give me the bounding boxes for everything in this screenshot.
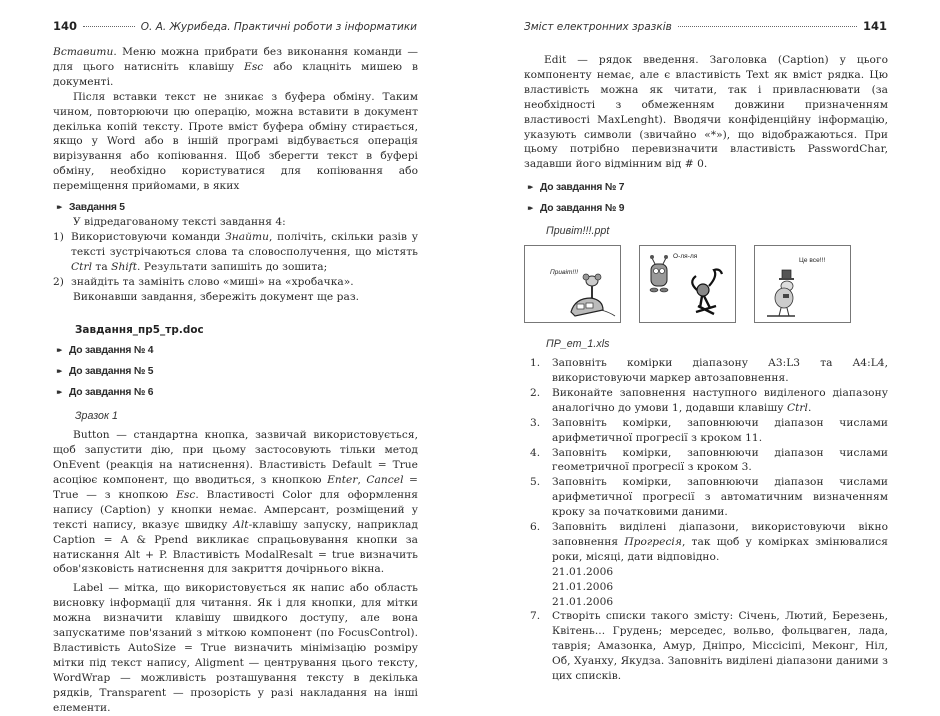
text: Створіть списки такого змісту: Січень, Лютий, Березень, Квітень... Грудень; мерседес, вольво, фольцваген, лада, таврія; Амазонка, Амур, Дніпро, Міссісіпі, Меконг, Ніл, Об, Хуанху, Якудза. Заповніть виділені діапазони даними з цих списків. bbox=[552, 610, 888, 683]
item-number: 2. bbox=[530, 386, 541, 399]
task-link[interactable] bbox=[57, 365, 418, 379]
paragraph bbox=[53, 45, 418, 90]
text: , bbox=[357, 474, 367, 487]
sample-label: Зразок 1 bbox=[75, 410, 118, 423]
double-arrow-icon: ▸▸ bbox=[57, 388, 61, 396]
right-page bbox=[470, 0, 940, 683]
paragraph: Після вставки текст не зникає з буфера обміну. Таким чином, повторюючи цю операцію, можна вставити в документ декілька копій тексту. Проте вміст буфера обміну стирається, якщо у Word або в іншій програмі відбувається операція вирізування або копіювання. Щоб зберегти текст в буфері обміну, необхідно користуватися для копіювання або переміщення прийомами, в яких bbox=[53, 90, 418, 193]
italic-term: Вставити bbox=[53, 46, 114, 58]
paragraph-edit: Edit — рядок введення. Заголовка (Caption) у цього компоненту немає, але є властивість Text як вміст рядка. Цю властивість можна як читати, так і привласнювати (за необхідності з обмеженням довжини призначенням властивості MaxLenght). Вводячи конфіденційну інформацію, указують символи (звичайно «*»), що відображаються. При цьому потрібно перевизначити властивість PasswordChar, задавши його відмінним від # 0. bbox=[524, 54, 888, 171]
item-number: 3. bbox=[530, 416, 541, 429]
key-name: Cancel bbox=[366, 474, 404, 487]
command-name: Знайти bbox=[225, 230, 269, 243]
exercise-list bbox=[524, 356, 888, 684]
cartoon-robot-image bbox=[640, 246, 735, 322]
header-leader-dots bbox=[678, 26, 857, 27]
list-item bbox=[524, 446, 888, 476]
task-outro: Виконавши завдання, збережіть документ ще раз. bbox=[73, 290, 360, 303]
text: Заповніть комірки діапазону A3:L3 та A4:L4, використовуючи маркер автозаповнення. bbox=[552, 357, 888, 384]
task-link[interactable] bbox=[57, 344, 418, 358]
paragraph-label: Label — мітка, що використовується як напис або область висновку інформації для читання. Як і для кнопки, для мітки можна визначити клавішу швидкого доступу, але вона запускатиме пов'язаний з міткою компонент (по FocusControl). Властивість AutoSize = True визначить мінімізацію розміру мітки під текст напису, Aligment — центрування цього тексту, WordWrap — можливість розташування тексту в декілька рядків, Transparent — прозорість у разі накладання на інші елементи. bbox=[53, 582, 418, 714]
text: . Властивості Color для оформлення напису (Caption) у кнопки немає. Амперсант, розміщений у тексті напису, вказує швидку bbox=[53, 488, 418, 531]
list-item bbox=[53, 275, 418, 290]
item-number: 7. bbox=[530, 610, 541, 623]
filename-label: Завдання_пр5_тр.doc bbox=[75, 323, 204, 336]
text: , так щоб у комірках змінювалися роки, місяці, дати відповідно. bbox=[552, 535, 888, 563]
list-item bbox=[524, 356, 888, 386]
list-item bbox=[53, 230, 418, 275]
text: Заповніть комірки, заповнюючи діапазон числами геометричної прогресії з кроком 3. bbox=[552, 446, 888, 474]
slide-thumbnail bbox=[754, 245, 851, 323]
slide-thumbnail bbox=[524, 245, 621, 323]
list-item bbox=[524, 475, 888, 520]
item-number: 4. bbox=[530, 446, 541, 459]
running-header bbox=[53, 19, 417, 35]
list-item bbox=[524, 416, 888, 446]
double-arrow-icon: ▸▸ bbox=[528, 183, 532, 191]
date-value: 21.01.2006 bbox=[552, 580, 614, 593]
key-name: Ctrl bbox=[786, 401, 808, 414]
list-item bbox=[524, 520, 888, 609]
text: Button — стандартна кнопка, зазвичай використовується, щоб запустити дію, при цьому застосовують тільки метод OnEvent (реакція на натиснення). Властивість Default = True асоціює компонент, що вводиться, з кнопкою bbox=[53, 429, 418, 487]
key-name: Esc bbox=[244, 60, 264, 73]
slide-thumbnails bbox=[524, 245, 888, 323]
task-link-label: До завдання № 5 bbox=[69, 365, 154, 377]
cartoon-character-image bbox=[755, 246, 850, 322]
page-body bbox=[524, 53, 888, 684]
double-arrow-icon: ▸▸ bbox=[57, 203, 61, 211]
running-header bbox=[524, 19, 887, 35]
text: . Меню можна прибрати без виконання команди — для цього натисніть клавішу bbox=[53, 46, 418, 73]
slide-caption: Привіт!!! bbox=[550, 269, 579, 277]
page-body bbox=[53, 45, 418, 716]
item-number: 1) bbox=[53, 230, 64, 243]
task-heading-label: Завдання 5 bbox=[69, 201, 125, 213]
task-list bbox=[53, 230, 418, 290]
item-number: 1. bbox=[530, 357, 541, 370]
text: , полічіть, скільки разів у тексті зустрічаються слова та словосполучення, що містять bbox=[71, 230, 418, 258]
header-leader-dots bbox=[83, 26, 135, 27]
text: . Результати запишіть до зошита; bbox=[137, 260, 328, 273]
slide-thumbnail bbox=[639, 245, 736, 323]
double-arrow-icon: ▸▸ bbox=[57, 346, 61, 354]
left-page bbox=[0, 0, 470, 714]
item-number: 6. bbox=[530, 521, 541, 534]
key-name: Ctrl bbox=[71, 260, 93, 273]
task-link-label: До завдання № 4 bbox=[69, 344, 154, 356]
double-arrow-icon: ▸▸ bbox=[528, 204, 532, 212]
text: = True — з кнопкою bbox=[53, 474, 418, 501]
xls-filename: ПР_ет_1.xls bbox=[546, 338, 610, 351]
task-link-label: До завдання № 7 bbox=[540, 181, 625, 193]
page-number: 140 bbox=[53, 19, 78, 33]
task-link[interactable] bbox=[528, 181, 888, 195]
text: Заповніть виділені діапазони, використовуючи вікно заповнення bbox=[552, 521, 888, 548]
dialog-name: Прогресія bbox=[624, 535, 682, 548]
key-name: Alt bbox=[233, 518, 249, 531]
paragraph-button bbox=[53, 428, 418, 577]
task-link-label: До завдання № 6 bbox=[69, 386, 154, 398]
double-arrow-icon: ▸▸ bbox=[57, 367, 61, 375]
key-name: Shift bbox=[111, 260, 138, 273]
item-number: 5. bbox=[530, 476, 541, 489]
list-item bbox=[524, 386, 888, 416]
text: -клавішу запуску, наприклад Caption = A & Ppend викликає спрацьовування кнопки за натискання Alt + P. Властивість ModalResalt = true визначить обов'язковість натиснення для закриття дочірнього вікна. bbox=[53, 518, 418, 576]
running-title: О. А. Журибеда. Практичні роботи з інформатики bbox=[140, 21, 417, 33]
task-link[interactable] bbox=[528, 202, 888, 216]
key-name: Enter bbox=[327, 474, 358, 487]
ppt-filename: Привіт!!!.ppt bbox=[546, 225, 610, 238]
list-item bbox=[524, 609, 888, 684]
text: Використовуючи команди bbox=[71, 230, 226, 243]
text: Заповніть комірки, заповнюючи діапазон числами арифметичної прогресії з автоматичним визначенням кроку за початковими даними. bbox=[552, 476, 888, 519]
task-heading bbox=[57, 201, 418, 215]
item-number: 2) bbox=[53, 275, 64, 288]
running-title: Зміст електронних зразків bbox=[524, 21, 672, 33]
cartoon-mouse-image bbox=[525, 246, 620, 322]
task-intro: У відредагованому тексті завдання 4: bbox=[73, 216, 286, 229]
date-value: 21.01.2006 bbox=[552, 595, 614, 608]
slide-caption: О-ля-ля bbox=[673, 253, 698, 261]
date-value: 21.01.2006 bbox=[552, 565, 614, 578]
key-name: Esc bbox=[176, 488, 196, 501]
task-link[interactable] bbox=[57, 386, 418, 400]
text: знайдіть та замініть слово «миші» на «хробачка». bbox=[71, 275, 354, 288]
text: Виконайте заповнення наступного виділеного діапазону аналогічно до умови 1, додавши клавішу bbox=[552, 386, 888, 414]
page-number: 141 bbox=[862, 19, 887, 33]
text: або клацніть мишею в документі. bbox=[53, 60, 418, 88]
text: та bbox=[92, 260, 112, 273]
slide-caption: Це все!!! bbox=[799, 257, 826, 265]
text: Заповніть комірки, заповнюючи діапазон числами арифметичної прогресії з кроком 11. bbox=[552, 416, 888, 444]
text: . bbox=[807, 401, 812, 414]
task-link-label: До завдання № 9 bbox=[540, 202, 625, 214]
